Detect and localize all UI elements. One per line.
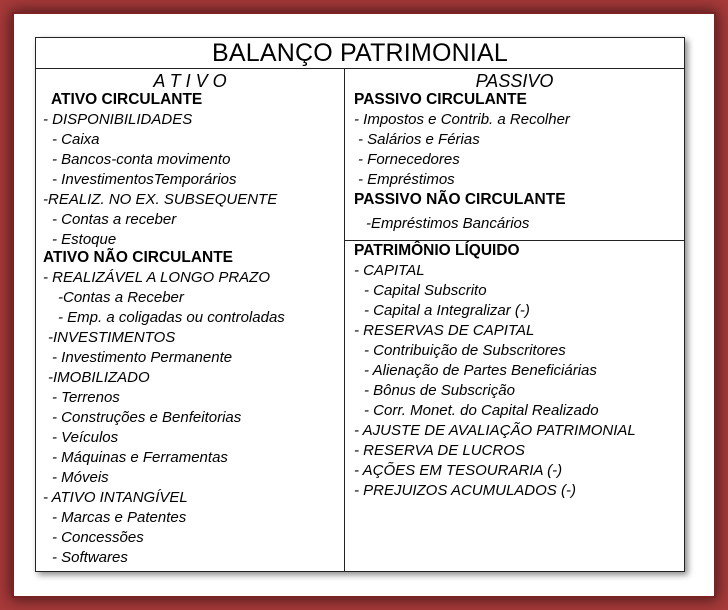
patrimonio-line: - PREJUIZOS ACUMULADOS (-): [354, 482, 576, 499]
patrimonio-line: - Capital Subscrito: [364, 282, 487, 299]
patrimonio-line: - RESERVA DE LUCROS: [354, 442, 525, 459]
picture-frame: [14, 14, 714, 596]
passivo-line: PASSIVO NÃO CIRCULANTE: [354, 191, 566, 208]
ativo-line: - DISPONIBILIDADES: [43, 111, 193, 128]
ativo-line: - Estoque: [52, 231, 117, 248]
patrimonio-line: - AJUSTE DE AVALIAÇÃO PATRIMONIAL: [354, 422, 636, 439]
patrimonio-line: - CAPITAL: [354, 262, 425, 279]
ativo-line: - ATIVO INTANGÍVEL: [43, 489, 188, 506]
ativo-column: [36, 69, 345, 571]
ativo-line: - Bancos-conta movimento: [52, 151, 231, 168]
passivo-header: PASSIVO: [475, 71, 554, 91]
ativo-line: -Contas a Receber: [58, 289, 184, 306]
ativo-line: - Concessões: [52, 529, 144, 546]
ativo-line: -IMOBILIZADO: [48, 369, 150, 386]
passivo-line: - Impostos e Contrib. a Recolher: [354, 111, 570, 128]
patrimonio-line: PATRIMÔNIO LÍQUIDO: [354, 242, 520, 259]
ativo-line: - Marcas e Patentes: [52, 509, 187, 526]
ativo-line: - REALIZÁVEL A LONGO PRAZO: [43, 269, 271, 286]
ativo-line: -REALIZ. NO EX. SUBSEQUENTE: [43, 191, 278, 208]
ativo-line: - Emp. a coligadas ou controladas: [58, 309, 285, 326]
patrimonio-line: - RESERVAS DE CAPITAL: [354, 322, 535, 339]
ativo-line: - Terrenos: [52, 389, 120, 406]
passivo-line: - Empréstimos: [358, 171, 455, 188]
ativo-line: - InvestimentosTemporários: [52, 171, 237, 188]
ativo-line: - Veículos: [52, 429, 119, 446]
ativo-line: - Construções e Benfeitorias: [52, 409, 242, 426]
patrimonio-line: - Corr. Monet. do Capital Realizado: [364, 402, 599, 419]
ativo-line: - Móveis: [52, 469, 109, 486]
patrimonio-line: - Bônus de Subscrição: [364, 382, 515, 399]
ativo-line: ATIVO CIRCULANTE: [51, 91, 203, 108]
patrimonio-line: - Capital a Integralizar (-): [364, 302, 530, 319]
balance-sheet-table: [35, 37, 685, 572]
ativo-line: - Softwares: [52, 549, 128, 566]
sheet-title: BALANÇO PATRIMONIAL: [36, 38, 684, 69]
patrimonio-line: - AÇÕES EM TESOURARIA (-): [354, 462, 563, 479]
patrimonio-line: - Contribuição de Subscritores: [364, 342, 566, 359]
ativo-line: - Contas a receber: [52, 211, 177, 228]
patrimonio-section: [345, 241, 684, 571]
passivo-line: - Salários e Férias: [358, 131, 480, 148]
ativo-header: A T I V O: [153, 71, 227, 91]
ativo-line: -INVESTIMENTOS: [48, 329, 176, 346]
ativo-line: ATIVO NÃO CIRCULANTE: [43, 249, 234, 266]
passivo-line: - Fornecedores: [358, 151, 460, 168]
passivo-line: -Empréstimos Bancários: [366, 215, 530, 232]
ativo-line: - Caixa: [52, 131, 100, 148]
passivo-section: [345, 69, 684, 241]
passivo-line: PASSIVO CIRCULANTE: [354, 91, 527, 108]
ativo-line: - Investimento Permanente: [52, 349, 233, 366]
ativo-line: - Máquinas e Ferramentas: [52, 449, 228, 466]
patrimonio-line: - Alienação de Partes Beneficiárias: [364, 362, 597, 379]
